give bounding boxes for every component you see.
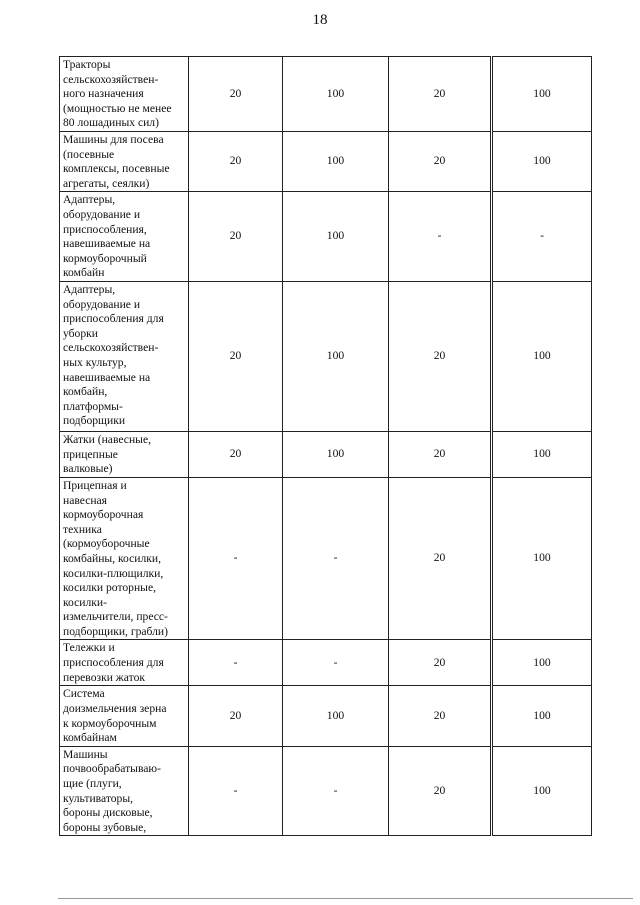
table-row bbox=[60, 281, 592, 431]
value-cell: 100 bbox=[492, 431, 592, 477]
value-cell: - bbox=[283, 746, 389, 836]
value-cell: 20 bbox=[189, 132, 283, 192]
value-cell: 100 bbox=[283, 686, 389, 746]
value-cell: 20 bbox=[389, 686, 492, 746]
table-row bbox=[60, 746, 592, 836]
value-cell: 20 bbox=[189, 57, 283, 132]
value-cell: 100 bbox=[492, 746, 592, 836]
value-cell: - bbox=[492, 192, 592, 282]
table-row bbox=[60, 640, 592, 686]
table-row bbox=[60, 192, 592, 282]
table-row bbox=[60, 132, 592, 192]
value-cell: 20 bbox=[189, 431, 283, 477]
equipment-name: Адаптеры, оборудование и приспособления, навешиваемые на кормоуборочный комбайн bbox=[60, 192, 189, 282]
value-cell: 100 bbox=[492, 640, 592, 686]
value-cell: 20 bbox=[189, 281, 283, 431]
equipment-name: Машины для посева (посевные комплексы, посевные агрегаты, сеялки) bbox=[60, 132, 189, 192]
value-cell: 20 bbox=[389, 640, 492, 686]
equipment-name: Прицепная и навесная кормоуборочная техника (кормоуборочные комбайны, косилки, косилки-плющилки, косилки роторные, косилки- измельчители, пресс- подборщики, грабли) bbox=[60, 477, 189, 640]
value-cell: 100 bbox=[492, 477, 592, 640]
value-cell: 100 bbox=[283, 132, 389, 192]
table-row bbox=[60, 477, 592, 640]
value-cell: 20 bbox=[389, 431, 492, 477]
value-cell: 20 bbox=[389, 281, 492, 431]
value-cell: 20 bbox=[389, 57, 492, 132]
value-cell: 100 bbox=[283, 281, 389, 431]
equipment-name: Машины почвообрабатываю- щие (плуги, культиваторы, бороны дисковые, бороны зубовые, bbox=[60, 746, 189, 836]
value-cell: 100 bbox=[492, 686, 592, 746]
table-row bbox=[60, 686, 592, 746]
equipment-name: Система доизмельчения зерна к кормоуборочным комбайнам bbox=[60, 686, 189, 746]
equipment-table bbox=[59, 56, 592, 836]
value-cell: - bbox=[189, 746, 283, 836]
value-cell: - bbox=[189, 640, 283, 686]
value-cell: 20 bbox=[189, 192, 283, 282]
table-row bbox=[60, 57, 592, 132]
value-cell: 100 bbox=[492, 57, 592, 132]
value-cell: - bbox=[283, 640, 389, 686]
value-cell: 100 bbox=[283, 431, 389, 477]
value-cell: - bbox=[389, 192, 492, 282]
value-cell: 20 bbox=[389, 746, 492, 836]
value-cell: 100 bbox=[283, 192, 389, 282]
value-cell: - bbox=[189, 477, 283, 640]
value-cell: 20 bbox=[389, 132, 492, 192]
equipment-name: Адаптеры, оборудование и приспособления для уборки сельскохозяйствен- ных культур, навешиваемые на комбайн, платформы- подборщики bbox=[60, 281, 189, 431]
value-cell: 100 bbox=[283, 57, 389, 132]
value-cell: 20 bbox=[389, 477, 492, 640]
value-cell: - bbox=[283, 477, 389, 640]
value-cell: 100 bbox=[492, 281, 592, 431]
table-row bbox=[60, 431, 592, 477]
value-cell: 100 bbox=[492, 132, 592, 192]
equipment-name: Тракторы сельскохозяйствен- ного назначения (мощностью не менее 80 лошадиных сил) bbox=[60, 57, 189, 132]
value-cell: 20 bbox=[189, 686, 283, 746]
page-number: 18 bbox=[312, 12, 328, 28]
bottom-rule bbox=[58, 898, 633, 899]
equipment-name: Тележки и приспособления для перевозки жаток bbox=[60, 640, 189, 686]
equipment-name: Жатки (навесные, прицепные валковые) bbox=[60, 431, 189, 477]
